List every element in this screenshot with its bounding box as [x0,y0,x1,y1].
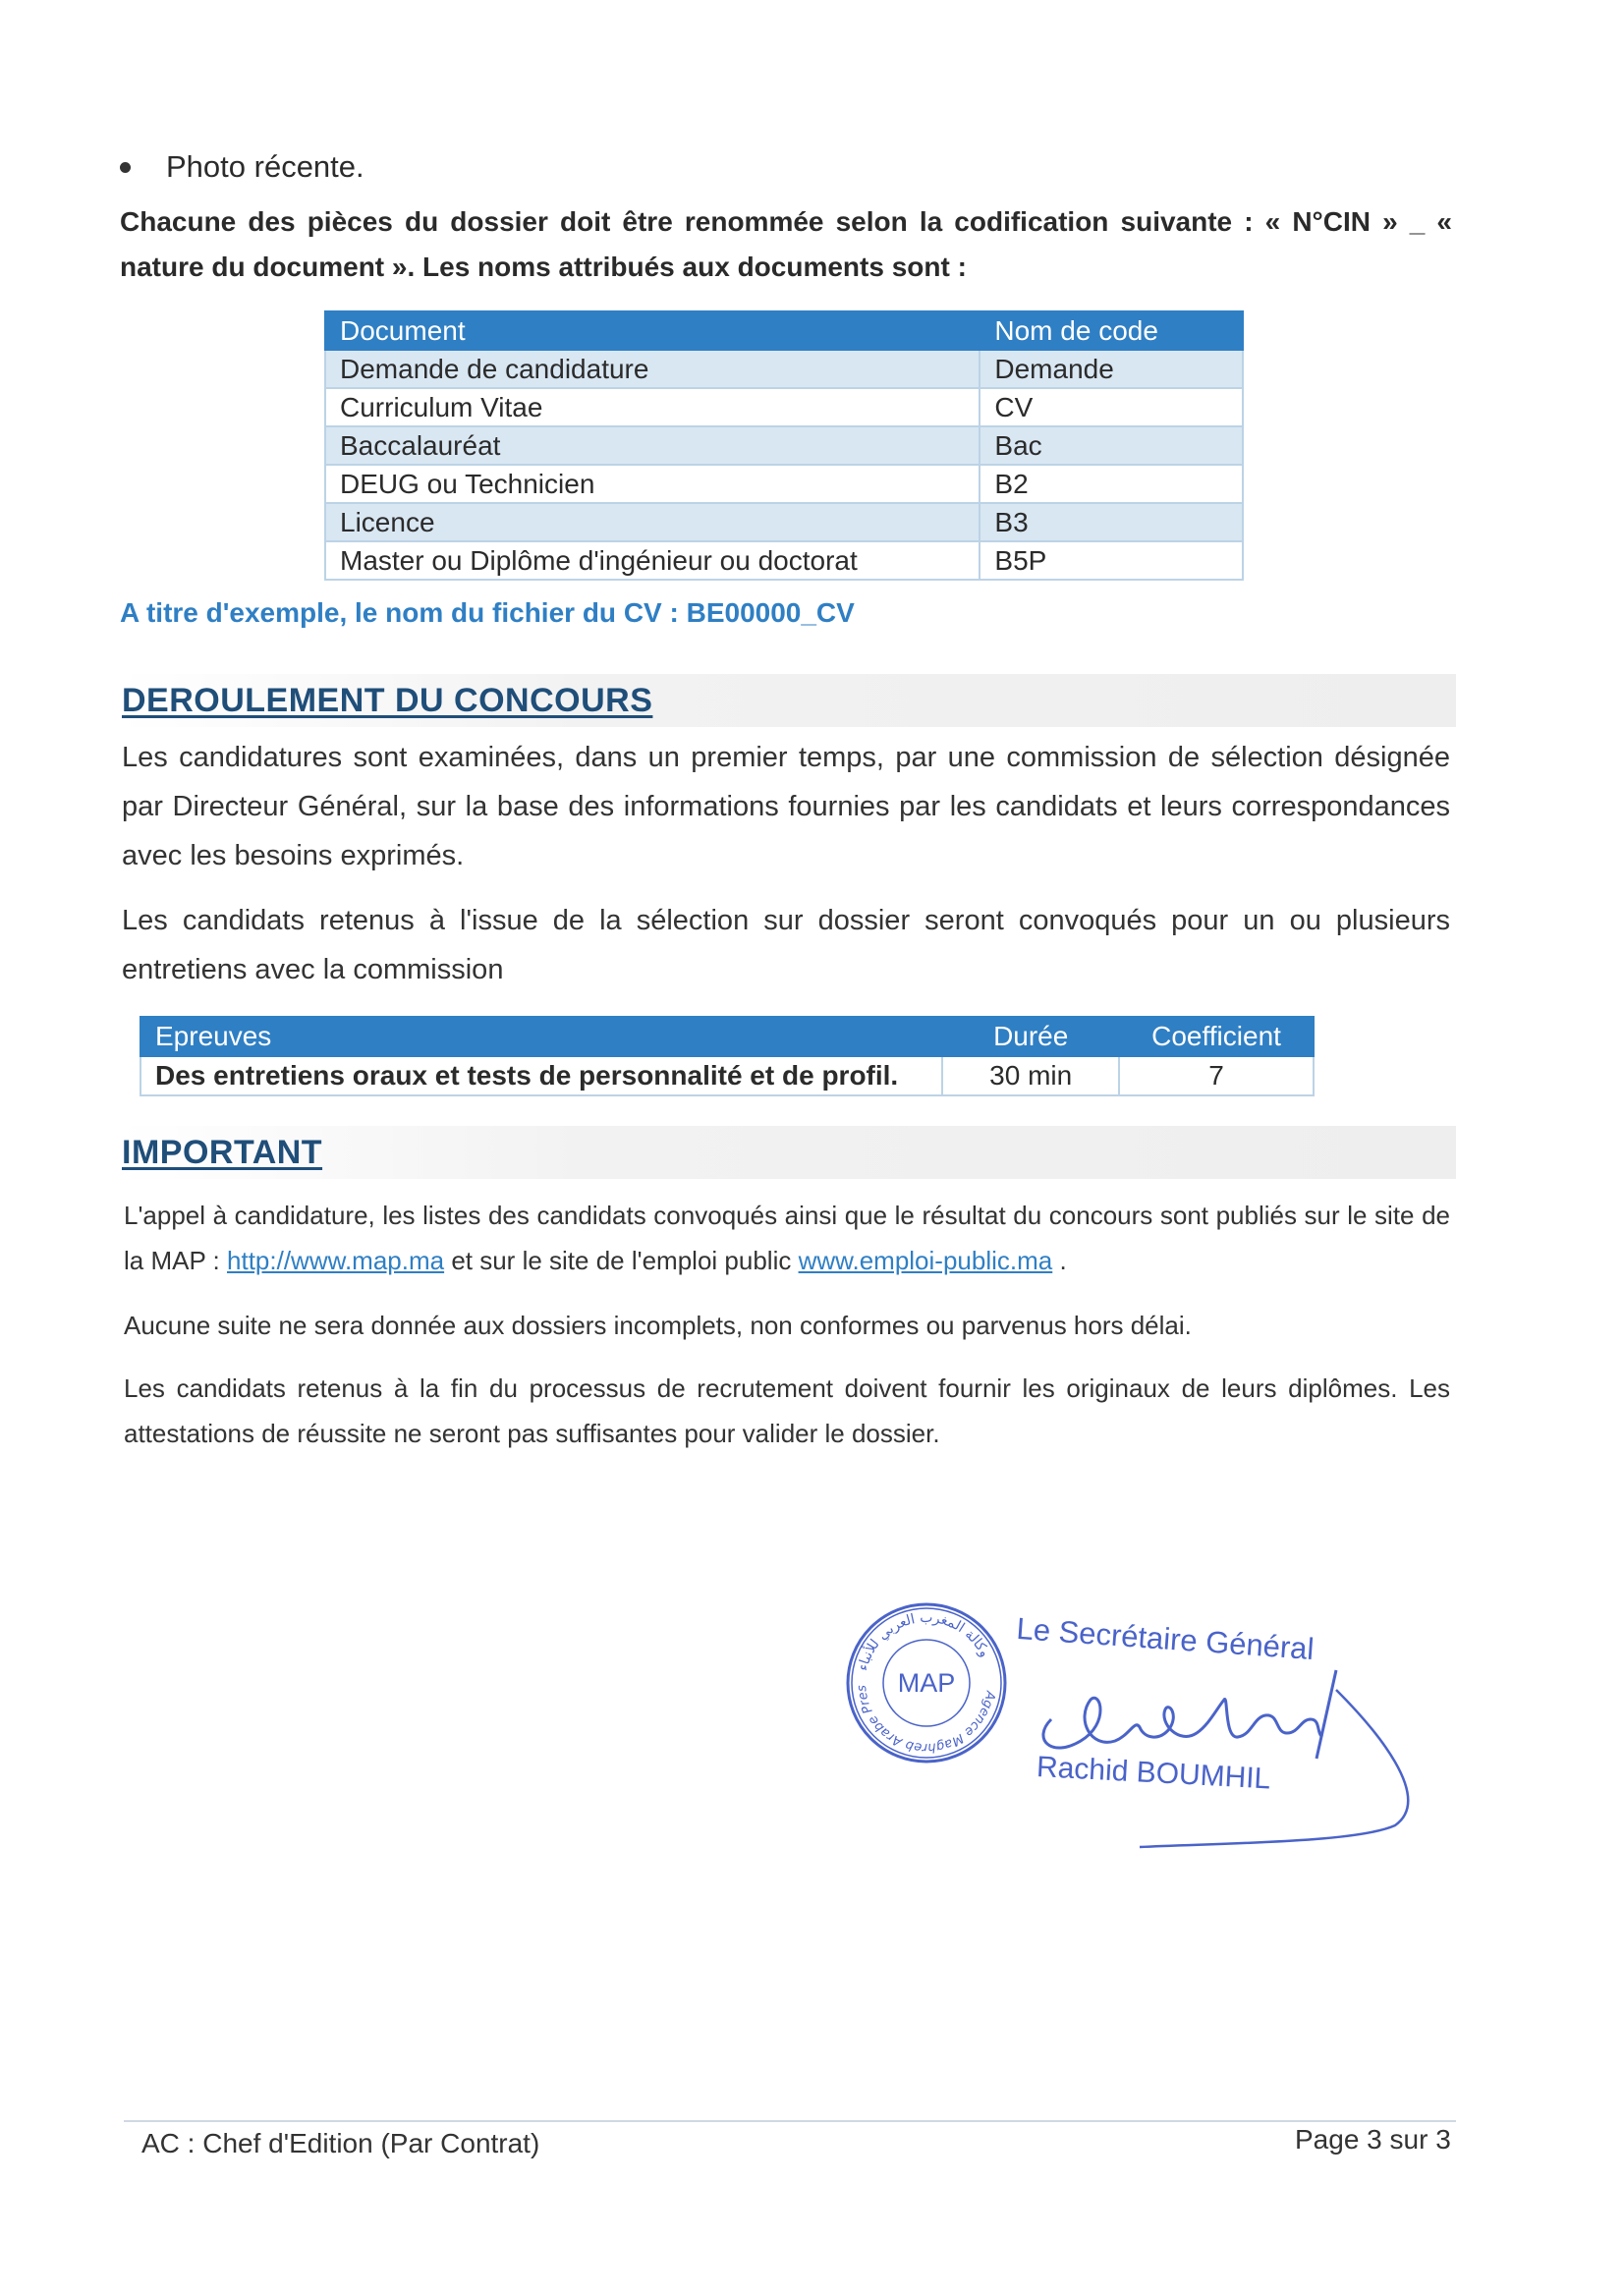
svg-text:Agence Maghreb Arabe Presse: Agence Maghreb Arabe Pres [854,1684,998,1756]
table-cell: Des entretiens oraux et tests de personnalité et de profil. [140,1056,942,1095]
table-row [325,350,1243,388]
epreuves-header: Epreuves [140,1017,942,1056]
signature-title: Le Secrétaire Général [1015,1611,1316,1667]
table-cell: B3 [980,503,1243,541]
text-span: L'appel à candidature, les listes des candidats convoqués ainsi que le résultat du concours sont publiés sur le site de la MAP : [124,1201,1450,1275]
table-cell: Baccalauréat [325,426,980,465]
svg-text:MAP: MAP [897,1668,956,1698]
codes-header-document: Document [325,311,980,350]
section-header-important [118,1126,1456,1179]
signature-scribble-icon [1022,1651,1415,1857]
table-cell: Demande [980,350,1243,388]
duree-header: Durée [942,1017,1119,1056]
table-cell: 30 min [942,1056,1119,1095]
table-cell: Bac [980,426,1243,465]
coefficient-header: Coefficient [1119,1017,1314,1056]
signature-name: Rachid BOUMHIL [1036,1751,1272,1796]
section-title: DEROULEMENT DU CONCOURS [122,682,653,719]
codes-table-header [325,311,1243,350]
footer-divider [124,2120,1456,2122]
svg-text:وكالة المغرب العربي للأنباء: وكالة المغرب العربي للأنباء [855,1609,993,1673]
table-cell: Demande de candidature [325,350,980,388]
table-row [325,541,1243,580]
codes-table [324,310,1244,581]
important-paragraph-1 [124,1193,1450,1283]
table-row [325,465,1243,503]
codes-header-code: Nom de code [980,311,1243,350]
handwritten-signature [1022,1651,1415,1857]
table-cell: Master ou Diplôme d'ingénieur ou doctorat [325,541,980,580]
bullet-text: Photo récente. [166,149,364,184]
section-title: IMPORTANT [122,1134,323,1171]
table-row [325,388,1243,426]
table-cell: B5P [980,541,1243,580]
footer-reference: AC : Chef d'Edition (Par Contrat) [141,2128,540,2158]
table-cell: DEUG ou Technicien [325,465,980,503]
bullet-item [120,149,364,185]
text-span: et sur le site de l'emploi public [444,1246,799,1275]
table-cell: Licence [325,503,980,541]
page-number: Page 3 sur 3 [1295,2124,1451,2155]
table-cell: B2 [980,465,1243,503]
rename-paragraph: Chacune des pièces du dossier doit être renommée selon la codification suivante : « N°CIN » _ « nature du document ». Les noms attribués aux documents sont : [120,206,1452,282]
example-note: A titre d'exemple, le nom du fichier du CV : BE00000_CV [120,597,855,628]
text-span: . [1052,1246,1067,1275]
epreuves-table [140,1016,1315,1096]
section-header-deroulement [118,674,1456,727]
table-cell: CV [980,388,1243,426]
important-paragraph-3: Les candidats retenus à la fin du processus de recrutement doivent fournir les originaux de leurs diplômes. Les attestations de réussite ne seront pas suffisantes pour valider le dossier. [124,1373,1450,1448]
stamp-icon [843,1599,1010,1766]
table-row [325,503,1243,541]
deroulement-paragraph-2: Les candidats retenus à l'issue de la sélection sur dossier seront convoqués pour un ou plusieurs entretiens avec la commission [122,905,1450,985]
table-row [140,1056,1314,1095]
map-stamp [843,1599,1010,1766]
map-website-link[interactable]: http://www.map.ma [227,1246,445,1275]
important-paragraph-2: Aucune suite ne sera donnée aux dossiers incomplets, non conformes ou parvenus hors délai. [124,1311,1192,1340]
table-row [325,426,1243,465]
table-cell: Curriculum Vitae [325,388,980,426]
bullet-dot [120,162,131,173]
emploi-public-link[interactable]: www.emploi-public.ma [798,1246,1053,1275]
deroulement-paragraph-1: Les candidatures sont examinées, dans un premier temps, par une commission de sélection désignée par Directeur Général, sur la base des informations fournies par les candidats et leurs correspondances avec les besoins exprimés. [122,742,1450,871]
epreuves-table-header [140,1017,1314,1056]
table-cell: 7 [1119,1056,1314,1095]
